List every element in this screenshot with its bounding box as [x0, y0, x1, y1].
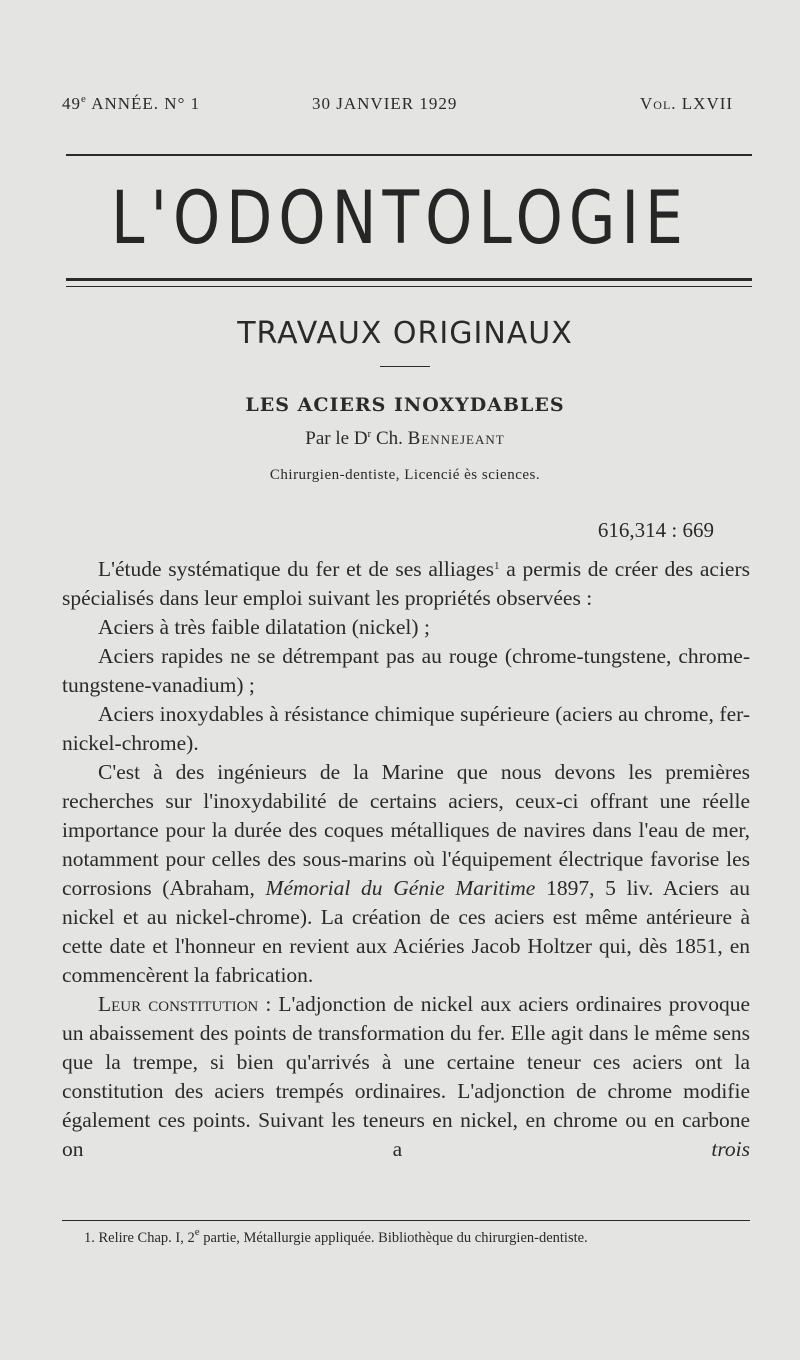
paragraph-text: : L'adjonction de nickel aux aciers ordinaires provoque un abaissement des points de transformation du fer. Elle agit dans le même sens que la trempe, si bien qu'arrivés à une certaine teneur ces aciers ont la constitution des aciers trempés ordinaires. L'adjonction de chrome modifie également ces points. Suivant les teneurs en nickel, en chrome ou en carbone on a	[62, 992, 750, 1161]
footnote	[62, 1226, 750, 1248]
author-name: Bennejeant	[407, 428, 505, 449]
paragraph: Aciers à très faible dilatation (nickel) ;	[98, 615, 430, 639]
cited-journal: Mémorial du Génie Maritime	[265, 876, 536, 900]
paragraph	[62, 555, 750, 613]
title-divider-thick	[66, 278, 752, 281]
section-divider	[380, 366, 430, 367]
footnote-superscript: e	[194, 1226, 200, 1238]
year-text: ANNÉE. N	[86, 94, 178, 113]
section-title: TRAVAUX ORIGINAUX	[237, 316, 573, 351]
byline-prefix: Par le D	[305, 428, 368, 449]
paragraph-text: a permis de créer des aciers spécialisés dans leur emploi suivant les propriétés observées :	[62, 557, 751, 610]
byline-superscript: r	[367, 428, 372, 440]
paragraph	[62, 758, 750, 990]
paragraph	[62, 990, 750, 1164]
journal-title: L'ODONTOLOGIE	[111, 176, 689, 262]
classification-code: 616,314 : 669	[597, 518, 714, 542]
footnote-text: partie, Métallurgie appliquée. Bibliothèque du chirurgien-dentiste.	[199, 1230, 588, 1246]
issue-date: 30 JANVIER 1929	[312, 94, 458, 113]
year-issue-label	[62, 94, 200, 114]
issue-number: ° 1	[177, 94, 201, 113]
paragraph: Aciers rapides ne se détrempant pas au rouge (chrome-tungstene, chrome-tungstene-vanadium) ;	[62, 644, 750, 697]
article-byline	[0, 428, 800, 450]
top-divider	[66, 154, 752, 156]
footnote-ref[interactable]: 1	[494, 560, 500, 572]
volume-number: LXVII	[676, 94, 734, 113]
paragraph-text: L'étude systématique du fer et de ses alliages	[98, 557, 495, 581]
footnote-text: Relire Chap. I, 2	[98, 1230, 195, 1246]
paragraph-italic: trois	[711, 1137, 750, 1161]
article-title: LES ACIERS INOXYDABLES	[245, 394, 565, 416]
article-body	[62, 555, 750, 1164]
volume-prefix: Vol.	[640, 94, 677, 113]
volume-label	[640, 94, 733, 114]
year-superscript: e	[81, 93, 87, 105]
footnote-number: 1.	[84, 1230, 99, 1246]
title-divider-thin	[66, 286, 752, 287]
byline-first-name: Ch.	[371, 428, 408, 449]
paragraph-text: C'est à des ingénieurs de la Marine que nous devons les premières recherches sur l'inoxydabilité de certains aciers, ceux-ci offrant une réelle importance pour la durée des coques métalliques de navires dans l'eau de mer, notamment pour celles des sous-marins où l'équipement électrique favorise les corrosions (Abraham,	[62, 760, 750, 900]
footnote-divider	[62, 1220, 750, 1221]
paragraph: Aciers inoxydables à résistance chimique supérieure (aciers au chrome, fer-nickel-chrome).	[62, 702, 750, 755]
paragraph-text: 1897, 5 liv. Aciers au nickel et au nickel-chrome). La création de ces aciers est même antérieure à cette date et l'honneur en revient aux Aciéries Jacob Holtzer qui, dès 1851, en commencèrent la fabrication.	[62, 876, 750, 987]
author-affiliation: Chirurgien-dentiste, Licencié ès sciences.	[269, 467, 541, 483]
year-number: 49	[62, 94, 81, 113]
paragraph-lead: Leur constitution	[98, 992, 259, 1016]
